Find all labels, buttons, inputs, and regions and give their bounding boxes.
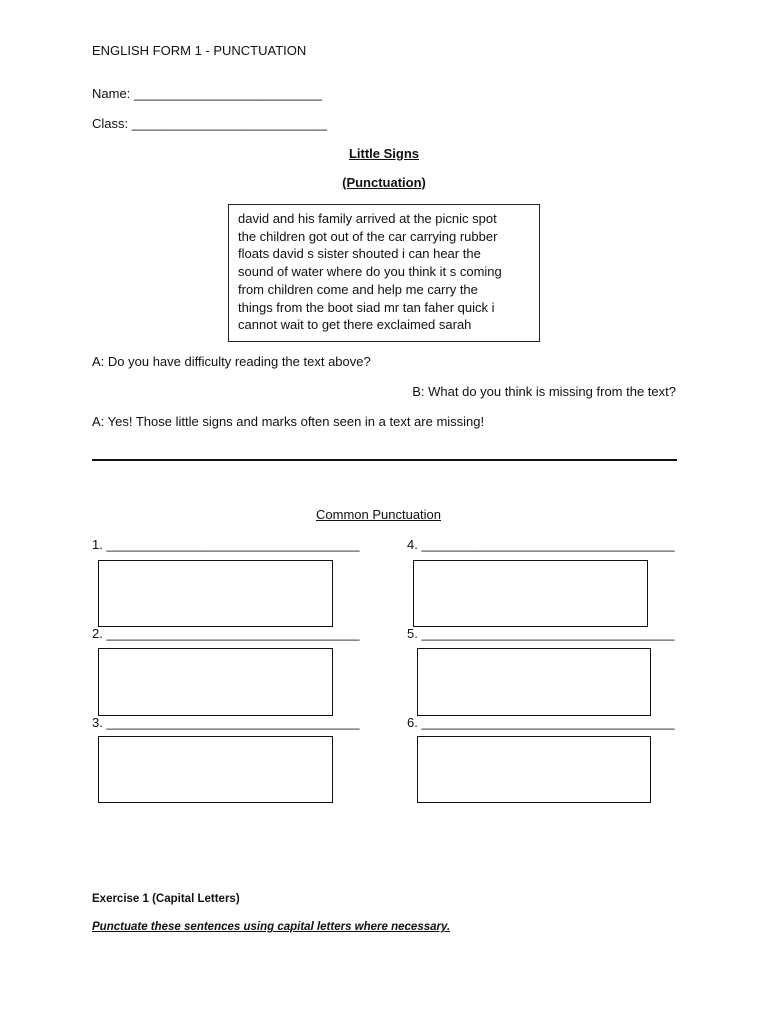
worksheet-title: ENGLISH FORM 1 - PUNCTUATION	[92, 43, 307, 58]
passage-line: cannot wait to get there exclaimed sarah	[238, 317, 472, 333]
unpunctuated-passage-box	[228, 204, 540, 342]
passage-line: things from the boot siad mr tan faher quick i	[238, 299, 495, 315]
section-subtitle: (Punctuation)	[342, 175, 426, 190]
punctuation-item-3-box[interactable]	[98, 736, 333, 803]
common-punctuation-heading: Common Punctuation	[316, 507, 442, 522]
dialogue-a2: A: Yes! Those little signs and marks often seen in a text are missing!	[92, 414, 485, 429]
punctuation-item-4-box[interactable]	[413, 560, 648, 627]
passage-line: the children got out of the car carrying rubber	[238, 228, 498, 244]
dialogue-b1: B: What do you think is missing from the text?	[412, 384, 676, 399]
passage-line: floats david s sister shouted i can hear the	[238, 246, 481, 262]
punctuation-item-2-line[interactable]: 2. ___________________________________	[92, 626, 360, 641]
punctuation-item-3-line[interactable]: 3. ___________________________________	[92, 715, 360, 730]
punctuation-item-5-box[interactable]	[417, 648, 651, 716]
passage-line: david and his family arrived at the picnic spot	[238, 211, 497, 226]
punctuation-item-1-line[interactable]: 1. ___________________________________	[92, 537, 360, 552]
punctuation-item-2-box[interactable]	[98, 648, 333, 716]
punctuation-item-1-box[interactable]	[98, 560, 333, 627]
name-field-line[interactable]: Name: __________________________	[92, 86, 322, 101]
section-divider	[92, 459, 677, 461]
punctuation-item-5-line[interactable]: 5. ___________________________________	[407, 626, 675, 641]
dialogue-a1: A: Do you have difficulty reading the text above?	[92, 354, 371, 369]
exercise-instruction: Punctuate these sentences using capital letters where necessary.	[92, 921, 451, 933]
passage-line: sound of water where do you think it s coming	[238, 264, 502, 280]
punctuation-item-6-box[interactable]	[417, 736, 651, 803]
punctuation-item-6-line[interactable]: 6. ___________________________________	[407, 715, 675, 730]
punctuation-item-4-line[interactable]: 4. ___________________________________	[407, 537, 675, 552]
section-title: Little Signs	[348, 146, 420, 161]
exercise-title: Exercise 1 (Capital Letters)	[92, 893, 240, 905]
passage-line: from children come and help me carry the	[238, 281, 478, 297]
class-field-line[interactable]: Class: ___________________________	[92, 116, 327, 131]
